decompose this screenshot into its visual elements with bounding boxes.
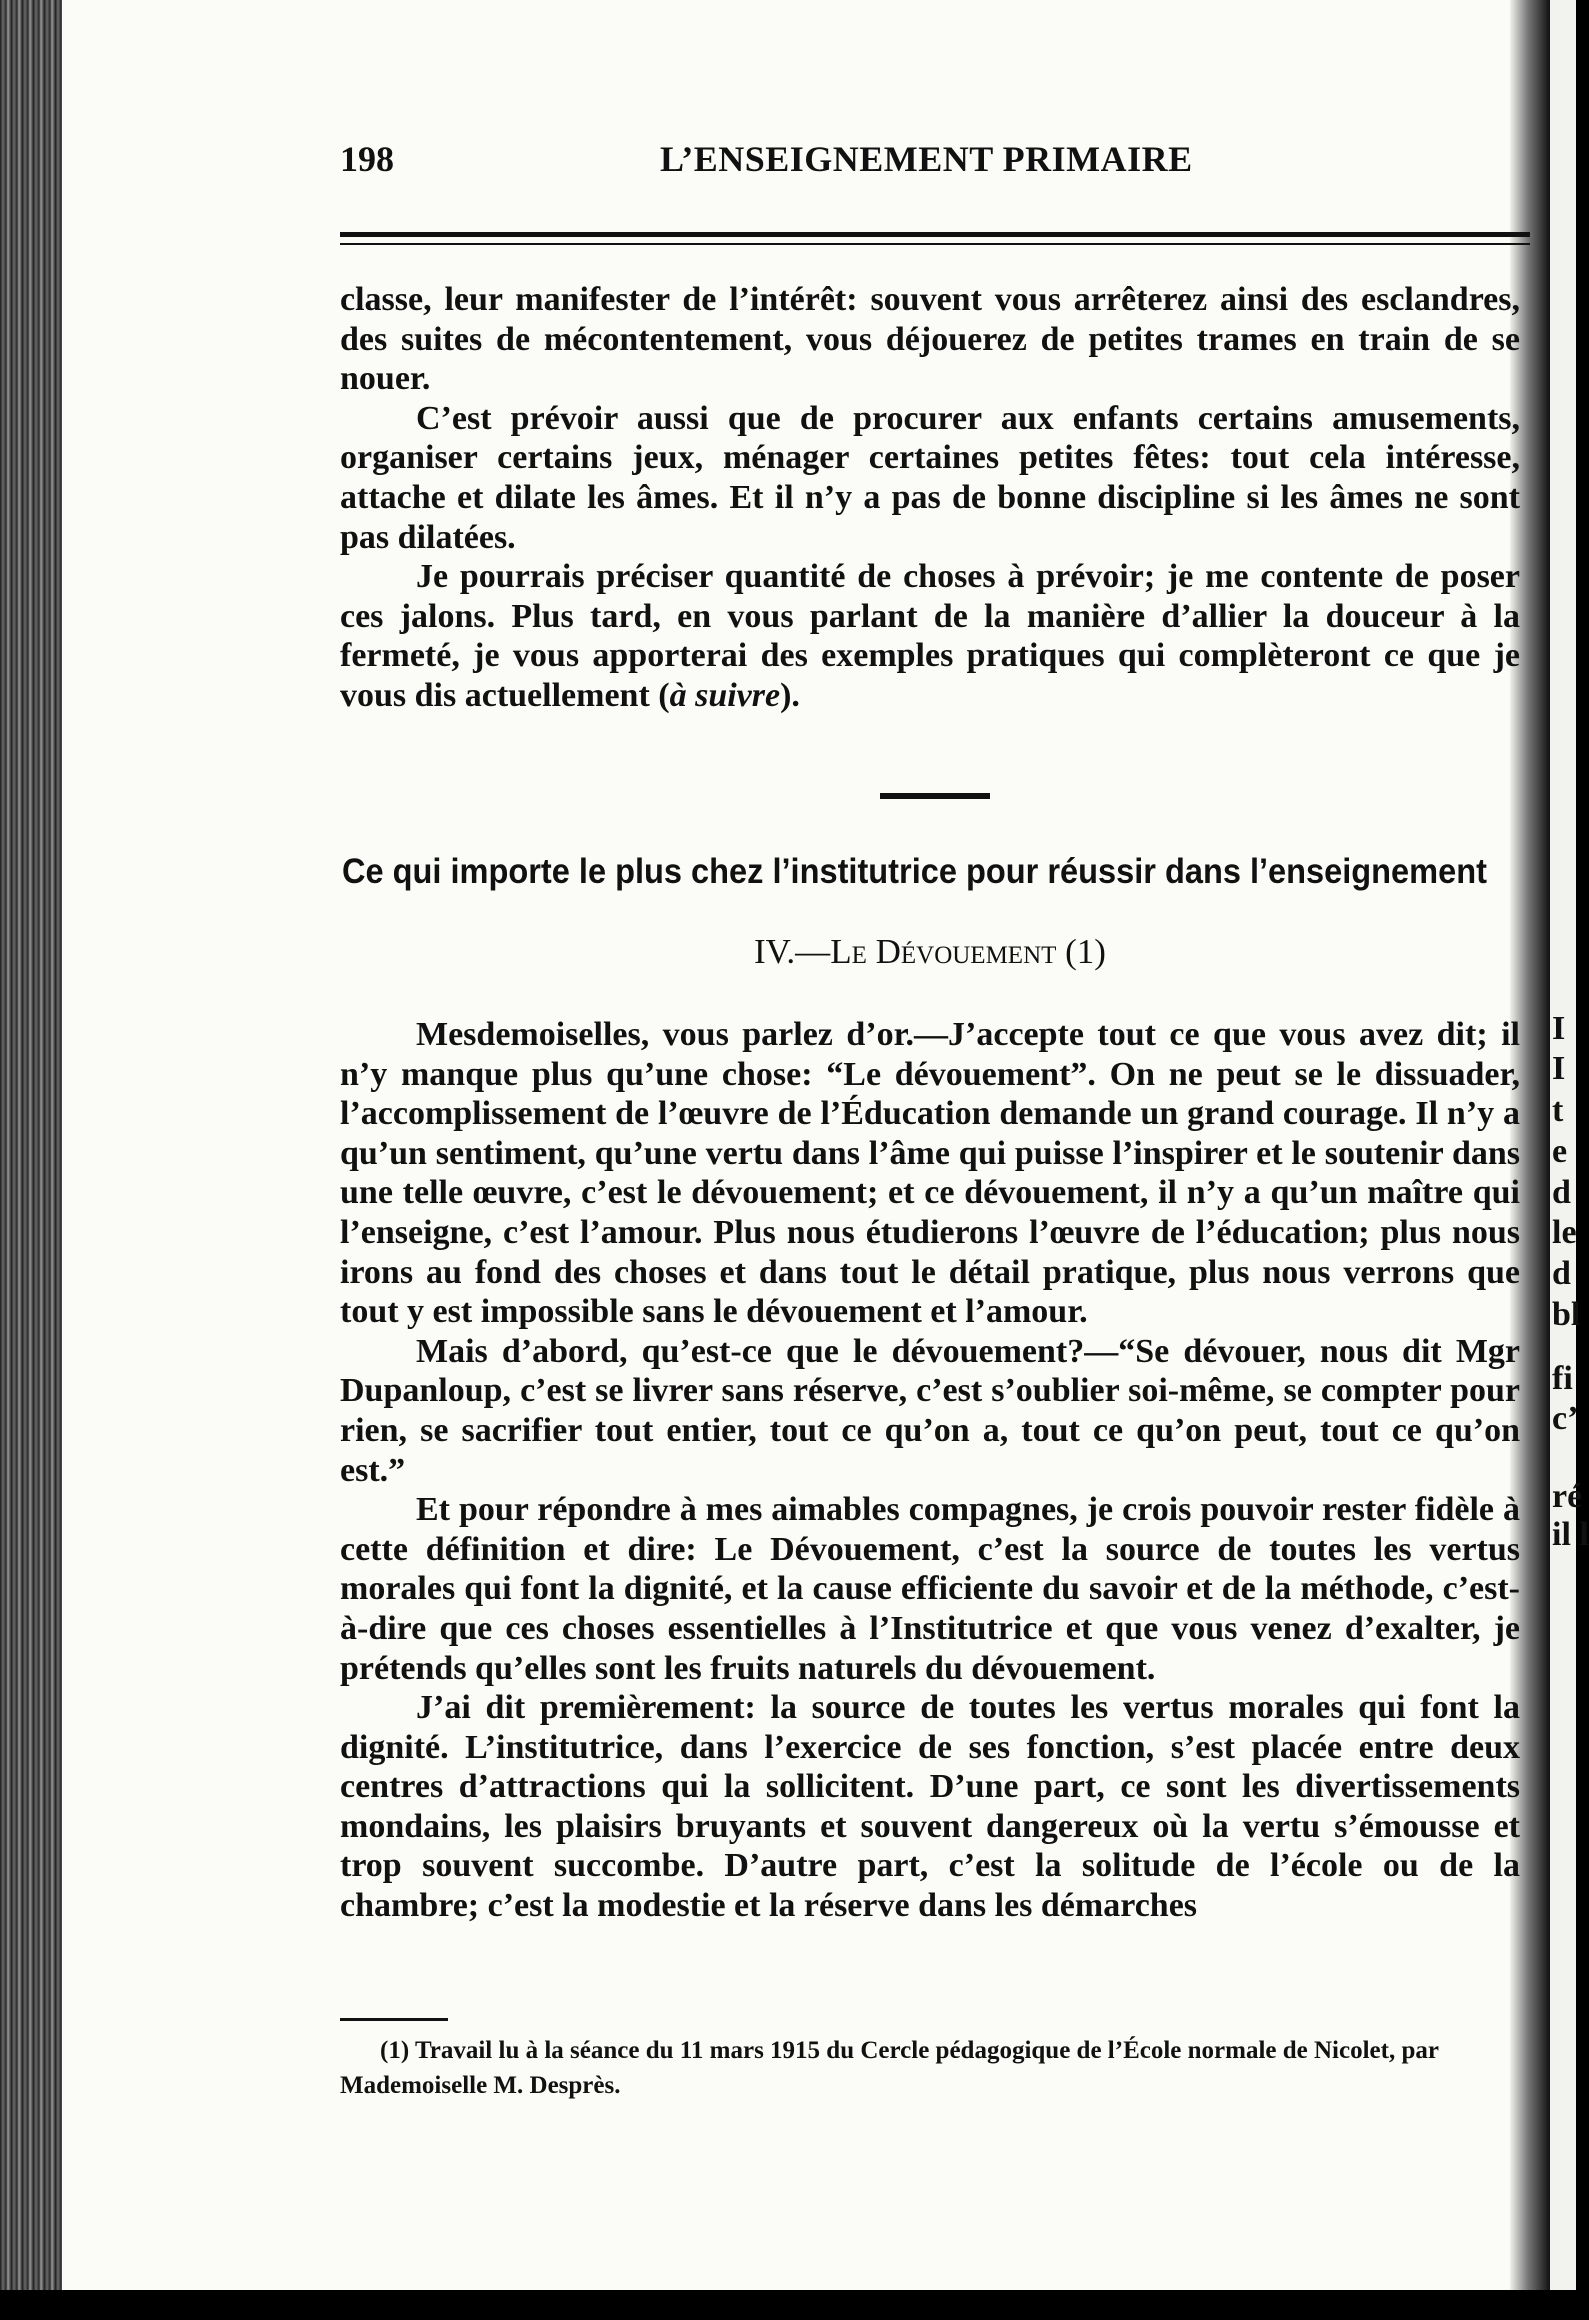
header-rule-thick <box>340 232 1530 237</box>
footnote-ref: (1) <box>1056 932 1106 971</box>
next-page-fragment: le <box>1552 1214 1577 1251</box>
next-page-fragment: d <box>1552 1255 1571 1292</box>
running-title: L’ENSEIGNEMENT PRIMAIRE <box>660 139 1193 179</box>
footnote-text: (1) Travail lu à la séance du 11 mars 1915 du Cercle pédagogique de l’École normale de Nicolet, par Mademoiselle M. Desprès. <box>340 2037 1439 2099</box>
paragraph <box>340 557 1520 715</box>
footnote-rule <box>340 2018 448 2021</box>
paragraph: C’est prévoir aussi que de procurer aux enfants certains amusements, organiser certains jeux, ménager certaines petites fêtes: tout cela intéresse, attache et dilate les âmes. Et il n’y a pas de bonne discipline si les âmes ne sont pas dilatées. <box>340 399 1520 556</box>
paragraph-end: ). <box>780 676 800 714</box>
chapter-subtitle <box>340 932 1520 972</box>
next-page-fragment: ré <box>1552 1478 1583 1515</box>
paragraph: Mesdemoiselles, vous parlez d’or.—J’accepte tout ce que vous avez dit; il n’y manque plus qu’une chose: “Le dévouement”. On ne peut se le dissuader, l’accomplissement de l’œuvre de l’Éducation demande un grand courage. Il n’y a qu’un sentiment, qu’une vertu dans l’âme qui puisse l’inspirer et le soutenir dans une telle œuvre, c’est le dévouement; et ce dévouement, il n’y a qu’un maître qui l’enseigne, c’est l’amour. Plus nous étudierons l’œuvre de l’éducation; plus nous irons au fond des choses et dans tout le détail pratique, plus nous verrons que tout y est impossible sans le dévouement et l’amour. <box>340 1016 1520 1331</box>
book-edge <box>0 0 70 2320</box>
next-page-fragment: e <box>1552 1133 1568 1170</box>
paragraph-text: Je pourrais préciser quantité de choses à prévoir; je me contente de poser ces jalons. Plus tard, en vous parlant de la manière d’allier la douceur à la fermeté, je vous apporterai des exemples pratiques qui complèteront ce que je vous dis actuellement ( <box>340 558 1520 714</box>
next-page-fragment: il l <box>1552 1516 1589 1553</box>
footnote <box>340 2033 1500 2103</box>
chapter-title: Le Dévouement <box>830 932 1057 971</box>
to-be-continued: à suivre <box>669 676 781 714</box>
next-page-fragment: d <box>1552 1174 1571 1211</box>
next-page-edge <box>1550 0 1589 2320</box>
running-header <box>340 138 1230 188</box>
next-page-fragment: I <box>1552 1010 1566 1047</box>
article-body <box>340 1015 1520 1926</box>
next-page-fragment: c’ <box>1552 1400 1579 1437</box>
section-title: Ce qui importe le plus chez l’institutrice pour réussir dans l’enseignement <box>342 852 1487 891</box>
bottom-shadow <box>0 2290 1576 2320</box>
next-page-fragment: I <box>1552 1050 1566 1087</box>
chapter-numeral: IV.— <box>754 932 831 971</box>
section-separator <box>880 793 990 799</box>
paragraph: classe, leur manifester de l’intérêt: souvent vous arrêterez ainsi des esclandres, des suites de mécontentement, vous déjouerez de petites trames en train de se nouer. <box>340 281 1520 398</box>
paragraph: J’ai dit premièrement: la source de toutes les vertus morales qui font la dignité. L’institutrice, dans l’exercice de ses fonction, s’est placée entre deux centres d’attractions qui la sollicitent. D’une part, ce sont les divertissements mondains, les plaisirs bruyants et souvent dangereux où la vertu s’émousse et trop souvent succombe. D’autre part, c’est la solitude de l’école ou de la chambre; c’est la modestie et la réserve dans les démarches <box>340 1689 1520 1925</box>
paragraph: Mais d’abord, qu’est-ce que le dévouement?—“Se dévouer, nous dit Mgr Dupanloup, c’est se livrer sans réserve, c’est s’oublier soi-même, se compter pour rien, se sacrifier tout entier, tout ce qu’on a, tout ce qu’on peut, tout ce qu’on est.” <box>340 1332 1520 1489</box>
header-rule-thin <box>340 243 1530 245</box>
next-page-fragment: fi <box>1552 1360 1573 1397</box>
continued-article <box>340 280 1520 716</box>
paragraph: Et pour répondre à mes aimables compagnes, je crois pouvoir rester fidèle à cette définition et dire: Le Dévouement, c’est la source de toutes les vertus morales qui font la dignité, et la cause efficiente du savoir et de la méthode, c’est-à-dire que ces choses essentielles à l’Institutrice et que vous venez d’exalter, je prétends qu’elles sont les fruits naturels du dévouement. <box>340 1491 1520 1687</box>
next-page-fragment: bl <box>1552 1296 1581 1333</box>
next-page-fragment: t <box>1552 1092 1564 1129</box>
page-number: 198 <box>340 139 394 179</box>
